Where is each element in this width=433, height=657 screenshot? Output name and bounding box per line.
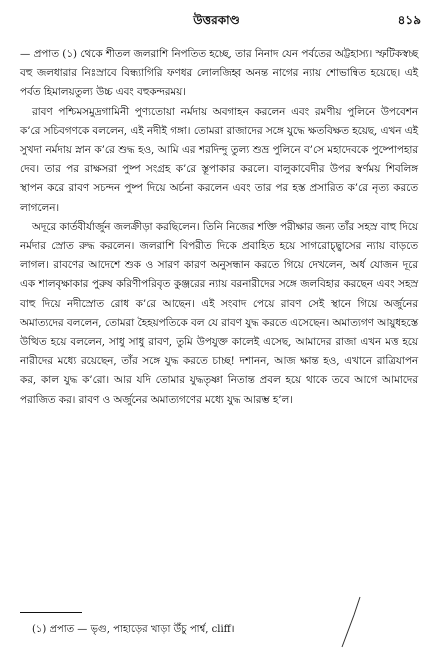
running-title: উত্তরকাণ্ড — [193, 13, 240, 27]
footnote: (১) প্রপাত — ভৃগু, পাহাড়ের খাড়া উঁচু পার্শ্ব, cliff। — [32, 624, 235, 635]
page-header — [0, 10, 433, 30]
footnote-divider — [20, 612, 82, 613]
paragraph: অদূরে কার্তবীর্যার্জুন জলক্রীড়া করছিলেন। তিনি নিজের শক্তি পরীক্ষার জন্য তাঁর সহস্র বাহু দিয়ে নর্মদার স্রোত রুদ্ধ করলেন। জলরাশি বিপরীত দিকে প্রবাহিত হয়ে সাগরোচ্ছ্বাসের ন্যায় বাড়তে লাগল। রাবণের আদেশে শুক ও সারণ কারণ অনুসন্ধান করতে গিয়ে দেখলেন, অর্ধ যোজন দূরে এক শালবৃক্ষাকার পুরুষ করিণীপরিবৃত কুঞ্জরের ন্যায় বরনারীদের সঙ্গে জলবিহার করছেন এবং সহস্র বাহু দিয়ে নদীস্রোত রোধ ক’রে আছেন। এই সংবাদ পেয়ে রাবণ সেই স্থানে গিয়ে অর্জুনের অমাত্যদের বললেন, তোমরা হৈহয়পতিকে বল যে রাবণ যুদ্ধ করতে এসেছেন। অমাত্যগণ আয়ুধহস্তে উত্থিত হয়ে বললেন, সাধু সাধু রাবণ, তুমি উপযুক্ত কালেই এসেছ, আমাদের রাজা এখন মত্ত হয়ে নারীদের মধ্যে রয়েছেন, তাঁর সঙ্গে যুদ্ধ করতে চাচ্ছ! দশানন, আজ ক্ষান্ত হও, এখানে রাত্রিযাপন কর, কাল যুদ্ধ ক’রো। আর যদি তোমার যুদ্ধতৃষ্ণা নিতান্ত প্রবল হয়ে থাকে তবে আগে আমাদের পরাজিত কর। রাবণ ও অর্জুনের অমাত্যগণের মধ্যে যুদ্ধ আরম্ভ হ’ল। — [20, 220, 418, 406]
paragraph: রাবণ পশ্চিমসমুদ্রগামিনী পুণ্যতোয়া নর্মদায় অবগাহন করলেন এবং রমণীয় পুলিনে উপবেশন ক’রে সচিবগণকে বললেন, এই নদীই গঙ্গা। তোমরা রাজাদের সঙ্গে যুদ্ধে ক্ষতবিক্ষত হয়েছ, এখন এই সুখদা নর্মদায় স্নান ক’রে শুদ্ধ হও, আমি এর শরদিন্দু তুল্য শুভ্র পুলিনে ব’সে মহাদেবকে পুষ্পোপহার দেব। তার পর রাক্ষসরা পুষ্প সংগ্রহ ক’রে স্তূপাকার করলে। বালুকাবেদীর উপর স্বর্ণময় শিবলিঙ্গ স্থাপন করে রাবণ সচন্দন পুষ্প দিয়ে অর্চনা করলেন এবং তার পর হস্ত প্রসারিত ক’রে নৃত্য করতে লাগলেন। — [20, 105, 418, 214]
page-number: ৪১৯ — [397, 13, 421, 27]
paragraph: — প্রপাত (১) থেকে শীতল জলরাশি নিপতিত হচ্ছে, তার নিনাদ যেন পর্বতের অট্টহাস্য। স্ফটিকস্বচ্ছ বহু জলধারার নিঃস্রাবে বিন্ধ্যাগিরি ফণধর লোলজিহ্ব অনন্ত নাগের ন্যায় শোভান্বিত হয়েছে। এই পর্বত হিমালয়তুল্য উচ্চ এবং বহুকন্দরময়। — [20, 48, 418, 99]
pen-mark — [330, 595, 370, 650]
body-text — [20, 45, 418, 410]
